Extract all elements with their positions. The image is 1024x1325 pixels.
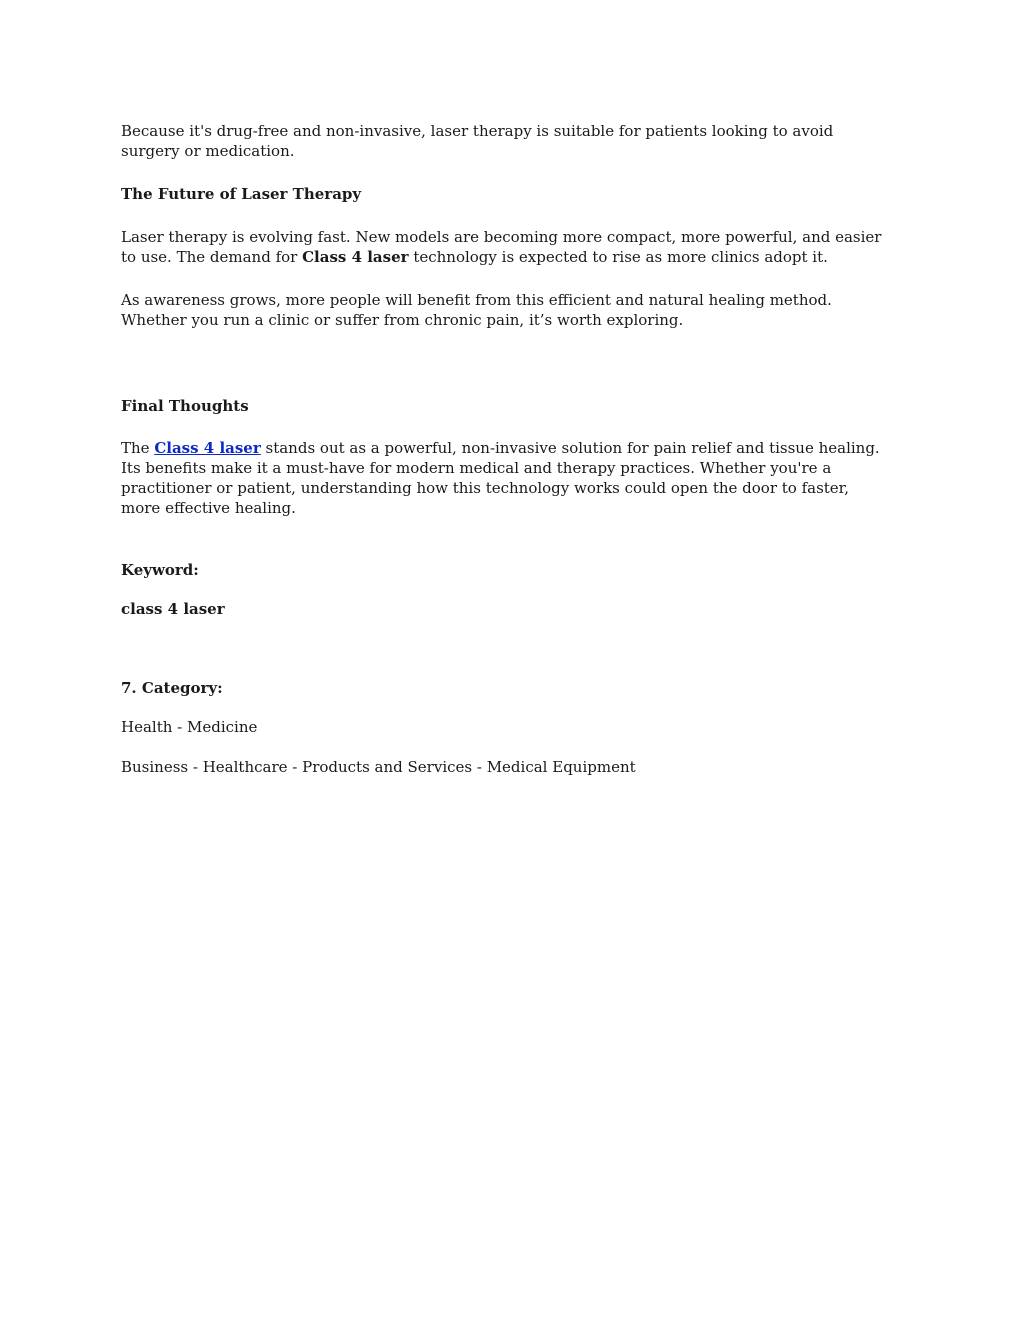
category-label: 7. Category:	[121, 679, 223, 697]
future-paragraph-1	[121, 227, 891, 267]
category-item-2: Business - Healthcare - Products and Services - Medical Equipment	[121, 758, 636, 776]
final-text-a: The	[121, 439, 155, 457]
future-heading: The Future of Laser Therapy	[121, 185, 362, 203]
keyword-value: class 4 laser	[121, 600, 225, 618]
intro-paragraph: Because it's drug-free and non-invasive, laser therapy is suitable for patients looking to avoid surgery or medication.	[121, 122, 834, 160]
future-paragraph-1-text-a: Laser therapy is evolving fast. New models are becoming more compact, more powerful, and easier to use. The demand for	[121, 228, 882, 266]
category-item-1: Health - Medicine	[121, 718, 258, 736]
future-paragraph-1-bold: Class 4 laser	[302, 248, 409, 266]
final-thoughts-paragraph	[121, 438, 891, 518]
final-thoughts-heading: Final Thoughts	[121, 397, 249, 415]
final-text-b: stands out as a powerful, non-invasive solution for pain relief and tissue healing. Its benefits make it a must-have for modern medical and therapy practices. Whether you're a practitioner or patient, understanding how this technology works could open the door to faster, more effective healing.	[121, 439, 880, 517]
keyword-label: Keyword:	[121, 561, 199, 579]
class-4-laser-link[interactable]: Class 4 laser	[154, 439, 261, 457]
future-paragraph-1-text-b: technology is expected to rise as more clinics adopt it.	[408, 248, 828, 266]
future-paragraph-2: As awareness grows, more people will benefit from this efficient and natural healing method. Whether you run a clinic or suffer from chronic pain, it’s worth exploring.	[121, 291, 832, 329]
